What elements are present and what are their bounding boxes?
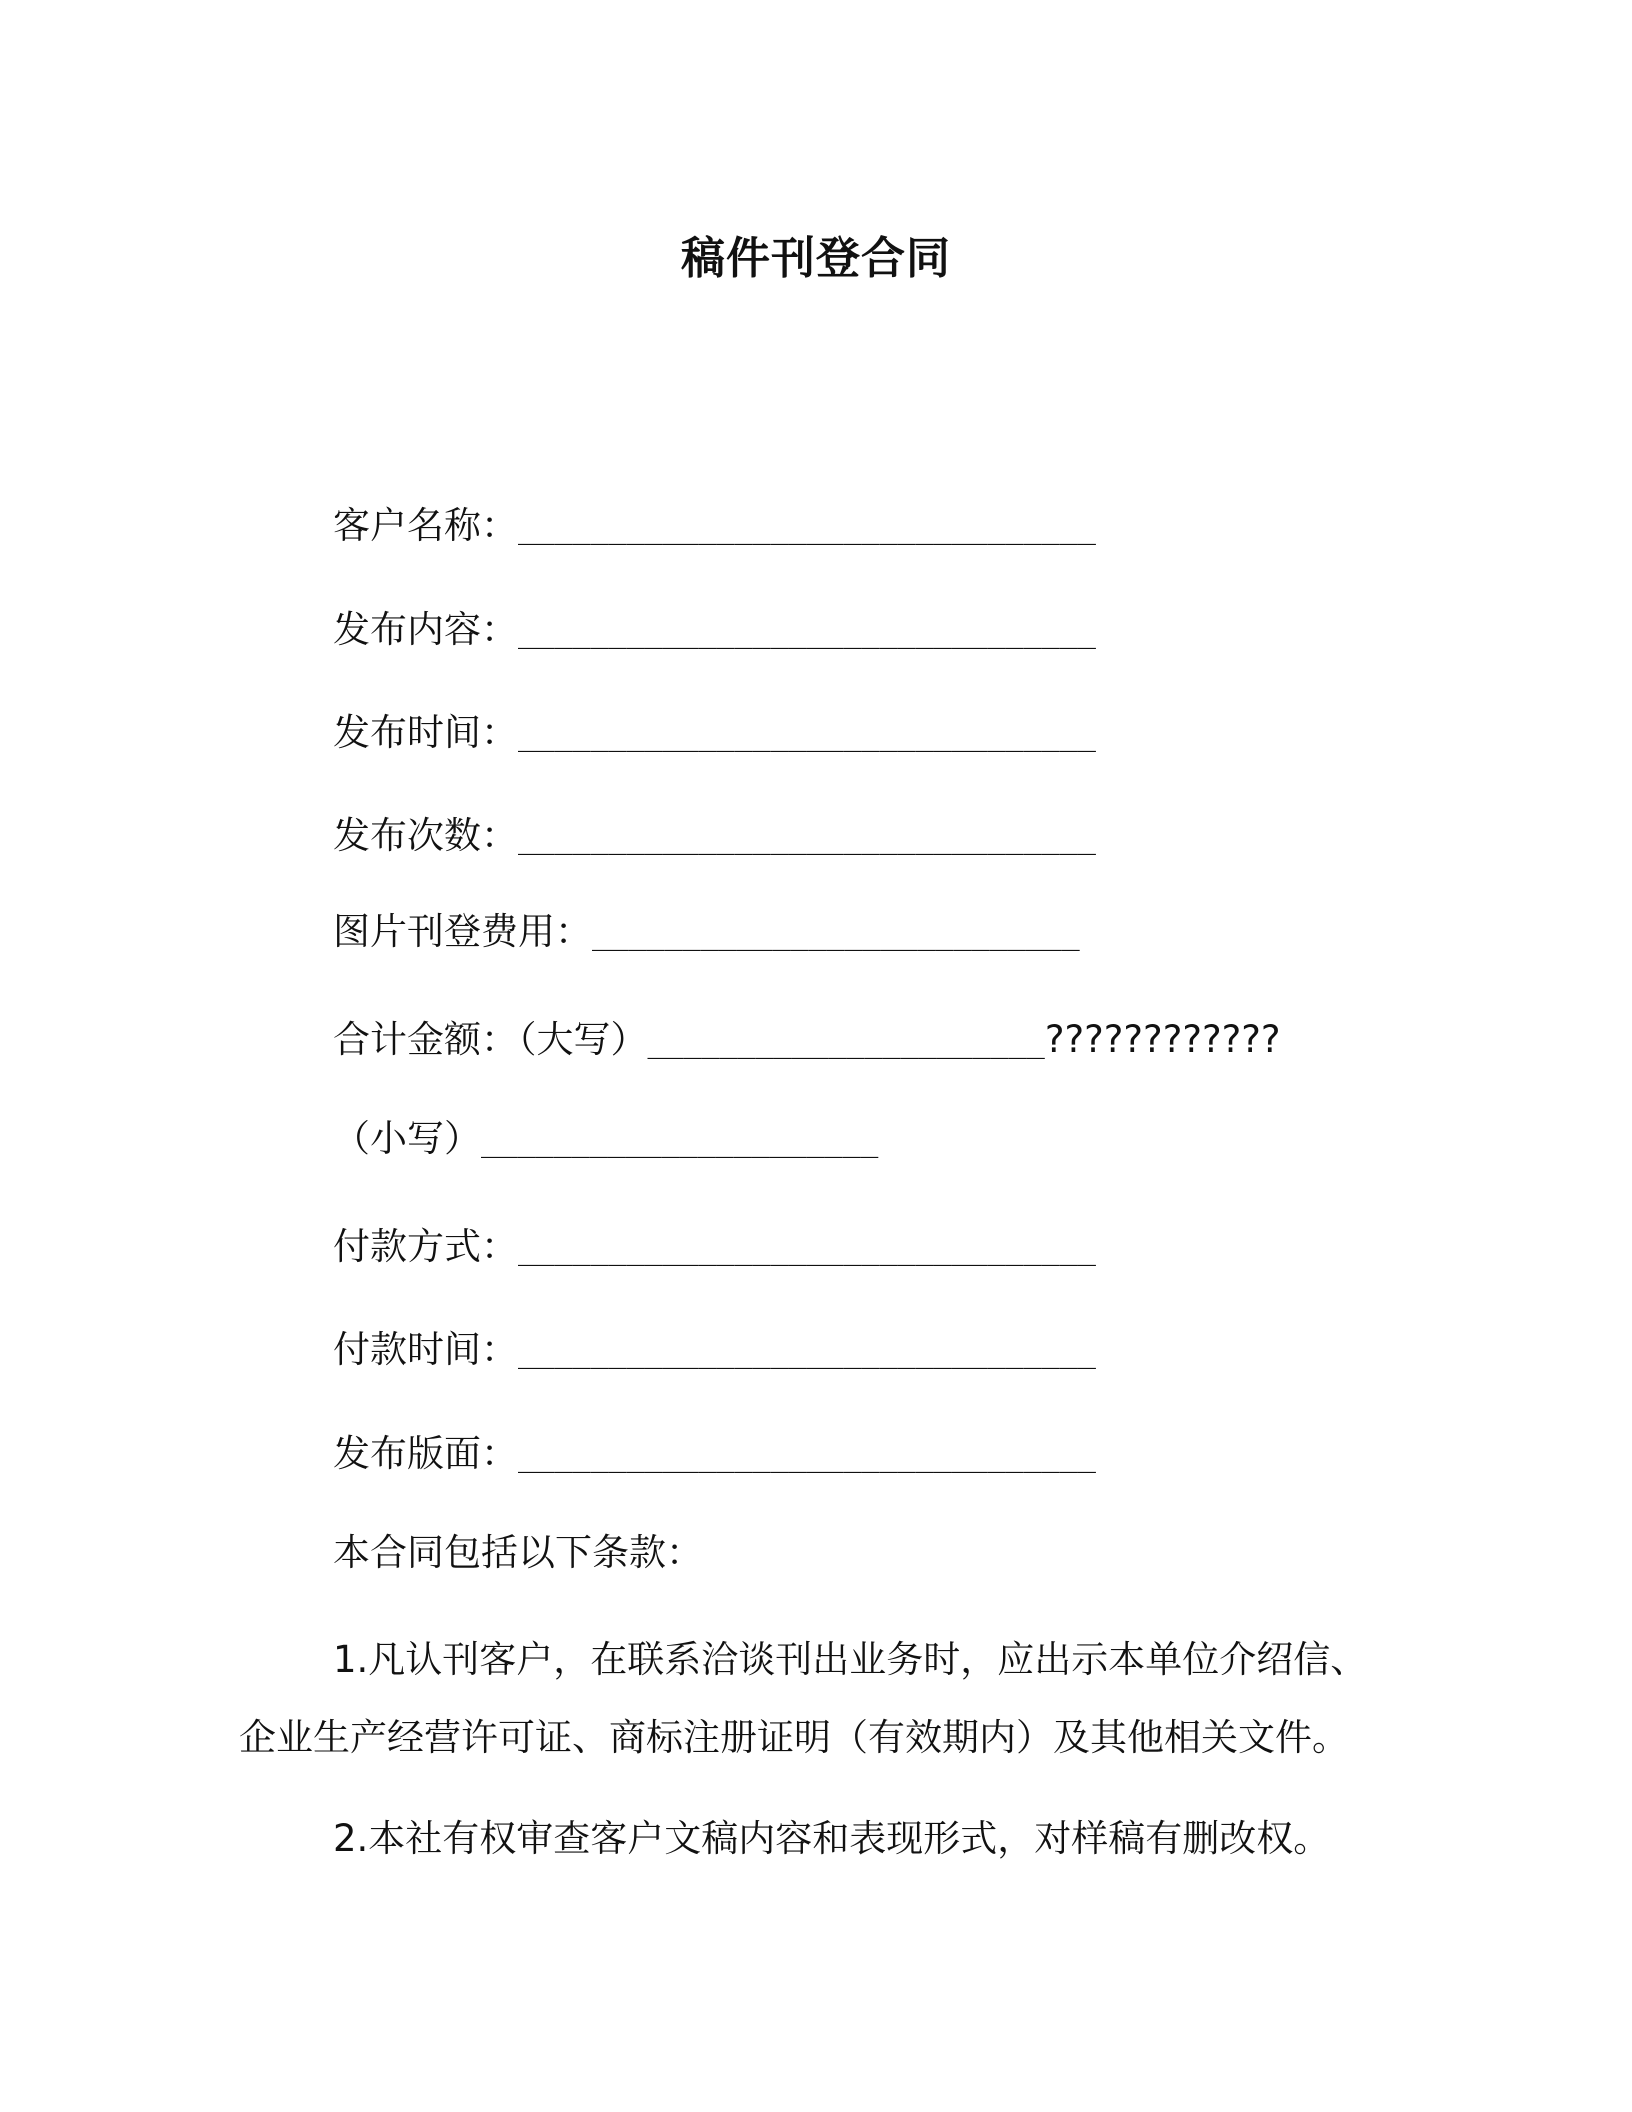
field-payment-time — [333, 1325, 1096, 1378]
field-payment-method — [333, 1222, 1096, 1275]
fill-blank[interactable]: ________________________________ — [518, 1439, 1096, 1474]
field-customer-name — [333, 501, 1096, 554]
fill-blank[interactable]: ______________________ — [481, 1124, 879, 1159]
field-label: 发布版面： — [333, 1432, 518, 1475]
field-label: 付款方式： — [333, 1225, 518, 1268]
clause-1-line-1: 1.凡认刊客户，在联系洽谈刊出业务时，应出示本单位介绍信、 — [333, 1638, 1368, 1681]
field-label: 发布次数： — [333, 814, 518, 857]
page-title: 稿件刊登合同 — [681, 233, 951, 284]
field-label: （小写） — [333, 1117, 481, 1160]
clause-1-line-2: 企业生产经营许可证、商标注册证明（有效期内）及其他相关文件。 — [239, 1716, 1349, 1759]
field-label: 付款时间： — [333, 1328, 518, 1371]
field-label: 发布时间： — [333, 711, 518, 754]
fill-blank[interactable]: ________________________________ — [518, 1232, 1096, 1267]
field-publish-count — [333, 811, 1096, 864]
clause-2: 2.本社有权审查客户文稿内容和表现形式，对样稿有删改权。 — [333, 1817, 1331, 1860]
field-label: 客户名称： — [333, 504, 518, 547]
clauses-intro: 本合同包括以下条款： — [333, 1531, 703, 1574]
field-publish-layout — [333, 1429, 1096, 1482]
field-total-amount-uppercase — [333, 1015, 1281, 1068]
fill-blank[interactable]: ________________________________ — [518, 1335, 1096, 1370]
field-total-amount-lowercase — [333, 1114, 878, 1167]
field-publish-content — [333, 605, 1096, 658]
fill-blank[interactable]: ________________________________ — [518, 615, 1096, 650]
field-label: 图片刊登费用： — [333, 910, 592, 953]
field-publish-time — [333, 708, 1096, 761]
fill-blank[interactable]: ______________________ — [647, 1025, 1045, 1060]
fill-blank[interactable]: ________________________________ — [518, 821, 1096, 856]
field-image-fee — [333, 907, 1080, 960]
field-label: 合计金额：（大写） — [333, 1018, 648, 1061]
unreadable-text: ???????????? — [1044, 1018, 1281, 1061]
fill-blank[interactable]: ___________________________ — [592, 917, 1080, 952]
fill-blank[interactable]: ________________________________ — [518, 511, 1096, 546]
fill-blank[interactable]: ________________________________ — [518, 718, 1096, 753]
field-label: 发布内容： — [333, 608, 518, 651]
